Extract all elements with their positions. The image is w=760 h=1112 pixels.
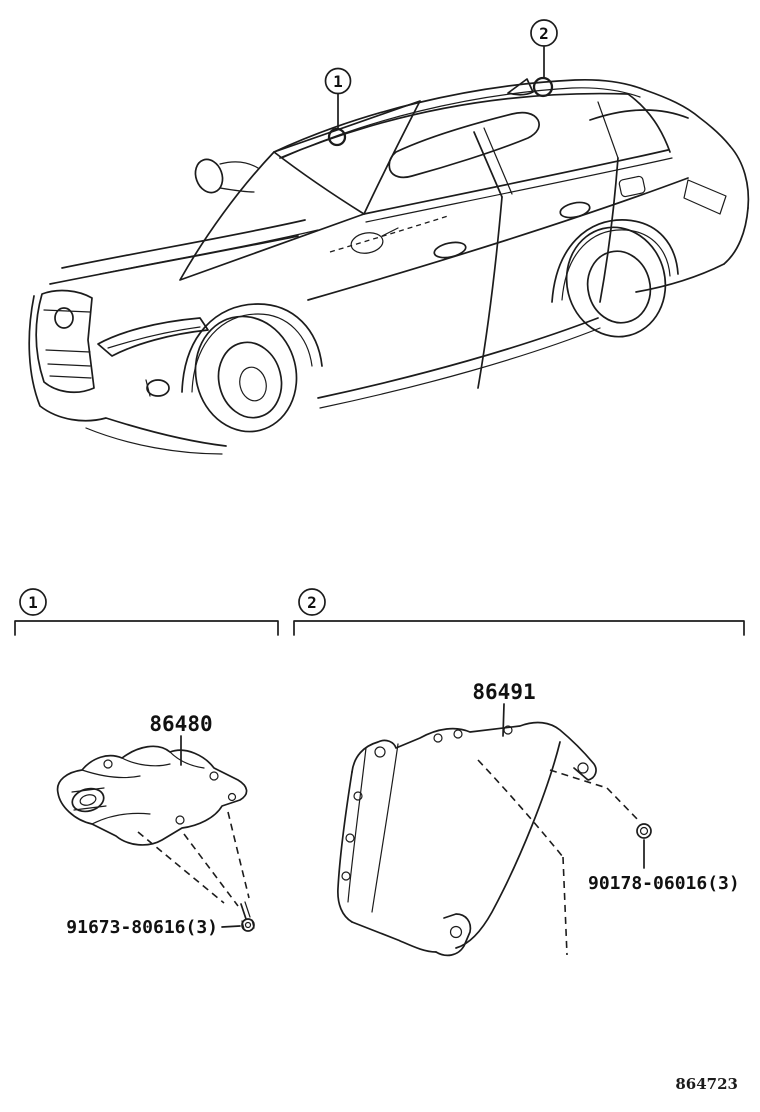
- part-number-91673: 91673-80616(3): [66, 917, 218, 938]
- tail-light: [684, 180, 726, 214]
- footer-code: 864723: [675, 1075, 738, 1093]
- windshield-hidden-line: [330, 216, 448, 252]
- headlight: [98, 318, 208, 356]
- bracket-hole-3: [176, 816, 184, 824]
- callout-2-target-ring: [534, 78, 552, 96]
- front-wheel: [183, 306, 308, 443]
- front-door-seam: [478, 197, 502, 388]
- callout-1-number: 1: [333, 72, 343, 91]
- c-pillar: [628, 94, 670, 152]
- bracket-fold-1: [82, 770, 140, 778]
- callout-2: [531, 20, 557, 96]
- section-2-header: [294, 589, 744, 635]
- amp-hole-top-2: [454, 730, 462, 738]
- b-pillar-front: [474, 132, 502, 197]
- amp-ear-hole-left: [375, 747, 385, 757]
- amp-face-fold: [372, 744, 398, 912]
- bracket-hole-4: [229, 794, 236, 801]
- nut-90178: [637, 824, 651, 838]
- sunroof: [389, 113, 539, 178]
- bracket-hole-2: [210, 772, 218, 780]
- amp-hole-top-1: [434, 734, 442, 742]
- right-mirror: [350, 228, 398, 256]
- section-1-bracket: [15, 621, 278, 635]
- amp-hidden-edge-2: [563, 857, 567, 955]
- amp-nut-leader-dashed: [607, 788, 640, 822]
- part-number-86480: 86480: [149, 712, 213, 736]
- amp-left-edge-inner: [348, 748, 366, 902]
- fog-lamp: [147, 380, 169, 396]
- amp-ear-hole-right: [578, 763, 588, 773]
- section-1-number: 1: [28, 593, 38, 612]
- amp-bottom-edge: [352, 922, 436, 952]
- hood-top-edge: [62, 220, 305, 268]
- part-91673-leader: [222, 926, 240, 927]
- trunk-right-edge: [730, 146, 748, 208]
- amp-side-hole-3: [342, 872, 350, 880]
- part-number-86491: 86491: [472, 680, 536, 704]
- hood-crease-2: [100, 230, 318, 274]
- windshield: [180, 101, 420, 280]
- amp-left-edge: [338, 772, 352, 922]
- screw-91673: [241, 902, 254, 931]
- bracket-86480: [58, 746, 247, 845]
- a-pillar-side: [274, 152, 364, 214]
- rear-body-edge: [724, 208, 748, 264]
- rocker-upper: [318, 318, 598, 398]
- roof-rail-inner: [282, 88, 640, 158]
- rear-wheel-arch-inner: [562, 230, 670, 300]
- bracket-fold-3: [92, 813, 150, 824]
- left-mirror: [191, 156, 258, 197]
- amp-side-hole-2: [346, 834, 354, 842]
- bracket-fold-2: [122, 758, 170, 766]
- front-wheel-arch-inner: [192, 314, 312, 392]
- section-2-bracket: [294, 621, 744, 635]
- amp-tab-hole: [451, 927, 462, 938]
- rear-window-base: [590, 110, 688, 120]
- section-1-header: [15, 589, 278, 635]
- section-2-number: 2: [307, 593, 317, 612]
- quarter-window-divider: [598, 102, 618, 158]
- amp-front-right-edge: [456, 742, 560, 948]
- car-line-art: [29, 79, 748, 454]
- front-bumper: [29, 296, 226, 454]
- beltline-upper: [364, 150, 668, 214]
- bracket-hole-1: [104, 760, 112, 768]
- rear-wheel-arch-outer: [552, 220, 678, 302]
- part-number-90178: 90178-06016(3): [588, 873, 740, 894]
- beltline-lower: [366, 158, 672, 222]
- front-grille: [36, 291, 94, 393]
- bracket-clamp: [70, 785, 107, 815]
- callout-2-number: 2: [539, 24, 549, 43]
- amplifier-86491: [338, 723, 640, 956]
- rocker-lower: [320, 328, 600, 408]
- amp-bottom-tab: [436, 914, 470, 955]
- b-pillar-rear: [484, 128, 512, 194]
- amp-top-flange: [352, 723, 596, 780]
